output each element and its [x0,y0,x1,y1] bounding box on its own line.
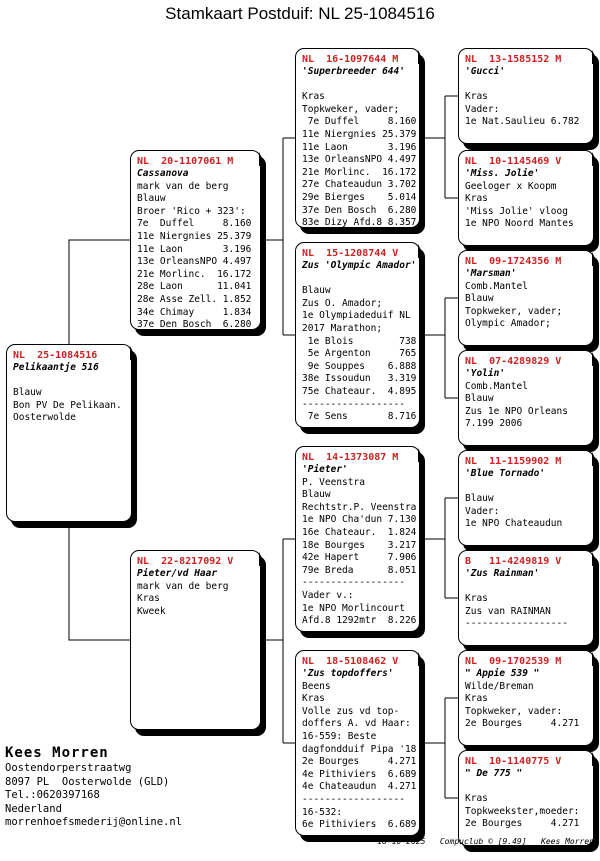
bird-name: Zus 'Olympic Amador' [302,260,417,271]
text-line: 1e Olympiadeduif NL [302,310,411,322]
text-line: Vader: [465,103,500,115]
text-line [302,273,415,286]
text-line: Kras [302,91,325,103]
box-body [465,581,589,631]
text-line: dagfondduif Pipa '18 [302,743,417,755]
text-line: Blauw [465,293,494,305]
text-line: 4e Chateaudun 4.271 [302,781,417,793]
text-line: Bon PV De Pelikaan. [13,399,122,411]
text-line: 1e NPO Chateaudun [465,518,563,530]
pedigree-box-ggparent-4 [458,350,594,446]
text-line: 75e Chateaur. 4.895 [302,385,417,397]
text-line: Comb.Mantel [465,280,528,292]
text-line: Blauw [137,193,166,205]
pedigree-box-granddam-maternal [295,650,420,836]
pedigree-box-dam [130,550,261,730]
text-line: morrenhoefsmederij@online.nl [5,816,183,828]
text-line: 6e Pithiviers 6.689 [302,819,417,831]
box-body [302,681,415,832]
text-line: ------------------ [302,398,405,410]
text-line [465,79,589,92]
page-title: Stamkaart Postduif: NL 25-1084516 [165,4,435,23]
owner-address [5,762,182,830]
bird-name: 'Gucci' [465,66,506,77]
text-line: ------------------ [302,793,405,805]
bird-name: 'Miss. Jolie' [465,168,540,179]
text-line: 2e Bourges 4.271 [465,818,580,830]
text-line [13,375,127,388]
text-line: 2e Bourges 4.271 [465,718,580,730]
ring-number: NL 22-8217092 V [137,556,234,567]
text-line: Blauw [302,285,331,297]
text-line: 11e Laon 3.196 [302,141,417,153]
ring-number: B 11-4249819 V [465,556,562,567]
pedigree-box-ggparent-5 [458,450,594,546]
text-line: doffers A. vd Haar: [302,718,411,730]
text-line: 5e Argenton 765 [302,348,417,360]
text-line [465,581,589,594]
text-line [302,79,415,92]
text-line: Geeloger x Koopm [465,180,557,192]
box-body [465,781,589,831]
text-line: 11e Niergnies 25.379 [302,128,417,140]
text-line: 21e Morlinc. 16.172 [302,166,417,178]
text-line: Topkweker, vader; [302,103,400,115]
text-line: 21e Morlinc. 16.172 [137,268,252,280]
text-line: Kras [465,91,488,103]
text-line: 16e Chateaur. 1.824 [302,526,417,538]
text-line: Blauw [465,393,494,405]
box-body [137,581,256,619]
text-line: 34e Chimay 1.834 [137,306,252,318]
ring-number: NL 10-1145469 V [465,156,562,167]
box-body [465,681,589,731]
pedigree-box-grandsire-paternal [295,48,420,228]
text-line: Olympic Amador; [465,318,551,330]
text-line: Zus van RAINMAN [465,605,551,617]
text-line: 29e Bierges 5.014 [302,191,417,203]
bird-name: 'Blue Tornado' [465,468,546,479]
text-line: 1e NPO Morlincourt [302,602,405,614]
text-line: ------------------ [465,618,568,630]
box-body [302,477,415,628]
box-body [465,281,589,331]
text-line: 9e Souppes 6.888 [302,360,417,372]
pedigree-box-sire [130,150,261,330]
text-line [465,781,589,794]
text-line: 37e Den Bosch 6.280 [137,319,252,331]
ring-number: NL 15-1208744 V [302,248,399,259]
text-line: 8097 PL Oosterwolde (GLD) [5,775,170,788]
text-line: 38e Issoudun 3.319 [302,373,417,385]
text-line: Kras [465,593,488,605]
pedigree-box-ggparent-8 [458,750,594,846]
text-line: Kras [302,693,325,705]
text-line: ------------------ [302,577,405,589]
pedigree-box-ggparent-3 [458,250,594,346]
text-line: 42e Hapert 7.906 [302,552,417,564]
text-line: Kweek [137,605,166,617]
text-line: Topkweker, vader; [465,305,563,317]
bird-name: 'Pieter' [302,464,348,475]
text-line: 1e NPO Cha'dun 7.130 [302,514,417,526]
text-line: 2017 Marathon; [302,322,383,334]
ring-number: NL 09-1702539 M [465,656,562,667]
owner-info [5,744,182,830]
ring-number: NL 18-5108462 V [302,656,399,667]
bird-name: 'Zus Rainman' [465,568,540,579]
text-line: Vader: [465,505,500,517]
text-line: Kras [465,693,488,705]
text-line: Kras [137,593,160,605]
text-line: 'Miss Jolie' vloog [465,205,568,217]
text-line: 7e Duffel 8.160 [137,218,252,230]
text-line: Blauw [465,493,494,505]
ring-number: NL 09-1724356 M [465,256,562,267]
text-line: Zus 1e NPO Orleans [465,405,568,417]
text-line: 4e Pithiviers 6.689 [302,768,417,780]
bird-name: 'Yolin' [465,368,506,379]
text-line: 37e Den Bosch 6.280 [302,204,417,216]
ring-number: NL 20-1107061 M [137,156,234,167]
ring-number: NL 07-4289829 V [465,356,562,367]
text-line: Oosterwolde [13,412,76,424]
owner-name: Kees Morren [5,745,109,761]
box-body [13,375,127,425]
box-body [302,273,415,424]
text-line: Broer 'Rico + 323': [137,205,246,217]
ring-number: NL 25-1084516 [13,350,98,361]
bird-name: 'Marsman' [465,268,517,279]
text-line: 18e Bourges 3.217 [302,539,417,551]
ring-number: NL 13-1585152 M [465,54,562,65]
text-line: Oostendorperstraatwg [5,762,132,774]
text-line: 28e Laon 11.041 [137,281,252,293]
box-body [137,181,256,332]
text-line: Comb.Mantel [465,380,528,392]
ring-number: NL 10-1140775 V [465,756,562,767]
text-line: 2e Bourges 4.271 [302,756,417,768]
ring-number: NL 14-1373087 M [302,452,399,463]
text-line: Rechtstr.P. Veenstra [302,501,417,513]
pedigree-box-grandsire-maternal [295,446,420,632]
bird-name: Cassanova [137,168,189,179]
pedigree-box-ggparent-1 [458,48,594,144]
text-line: 16-559: Beste [302,730,377,742]
bird-name: " De 775 " [465,768,523,779]
text-line: 11e Niergnies 25.379 [137,230,252,242]
text-line: 13e OrleansNPO 4.497 [302,154,417,166]
text-line: Tel.:0620397168 [5,789,100,801]
text-line: 1e Nat.Saulieu 6.782 [465,116,580,128]
box-body [465,181,589,231]
text-line: mark van de berg [137,580,229,592]
box-body [465,381,589,431]
bird-name: Pelikaantje 516 [13,362,99,373]
text-line: 13e OrleansNPO 4.497 [137,256,252,268]
text-line [465,481,589,494]
text-line: 7e Duffel 8.160 [302,116,417,128]
box-body [465,481,589,531]
text-line: 7e Sens 8.716 [302,411,417,423]
text-line: Volle zus vd top- [302,705,400,717]
pedigree-box-subject [6,344,132,522]
pedigree-box-ggparent-2 [458,150,594,246]
text-line: Afd.8 1292mtr 8.226 [302,615,417,627]
text-line: Kras [465,793,488,805]
text-line: 79e Breda 8.051 [302,564,417,576]
text-line: 28e Asse Zell. 1.852 [137,293,252,305]
ring-number: NL 11-1159902 M [465,456,562,467]
text-line: Wilde/Breman [465,680,534,692]
bird-name: 'Superbreeder 644' [302,66,405,77]
bird-name: 'Zus topdoffers' [302,668,394,679]
bird-name: " Appie 539 " [465,668,540,679]
ring-number: NL 16-1097644 M [302,54,399,65]
text-line: 83e Dizy Afd.8 8.357 [302,217,417,229]
text-line: Topkweekster,moeder: [465,805,580,817]
pedigree-box-ggparent-6 [458,550,594,646]
text-line: 16-532: [302,806,343,818]
text-line: 1e Blois 738 [302,335,417,347]
box-body [302,79,415,230]
text-line: Beens [302,680,331,692]
text-line: Zus O. Amador; [302,297,383,309]
text-line: mark van de berg [137,180,229,192]
text-line: 1e NPO Noord Mantes [465,218,574,230]
text-line: P. Veenstra [302,476,365,488]
text-line: 7.199 2006 [465,418,523,430]
footer-credit: 18-10-2025 Compuclub © [9.49] Kees Morren [377,837,594,846]
pedigree-box-ggparent-7 [458,650,594,746]
bird-name: Pieter/vd Haar [137,568,218,579]
text-line: Blauw [13,387,42,399]
text-line: 27e Chateaudun 3.702 [302,179,417,191]
text-line: Blauw [302,489,331,501]
text-line: Vader v.: [302,589,354,601]
box-body [465,79,589,129]
text-line: Nederland [5,802,62,815]
text-line: Topkweker, vader: [465,705,563,717]
pedigree-box-granddam-paternal [295,242,420,428]
text-line: 11e Laon 3.196 [137,243,252,255]
text-line: Kras [465,193,488,205]
